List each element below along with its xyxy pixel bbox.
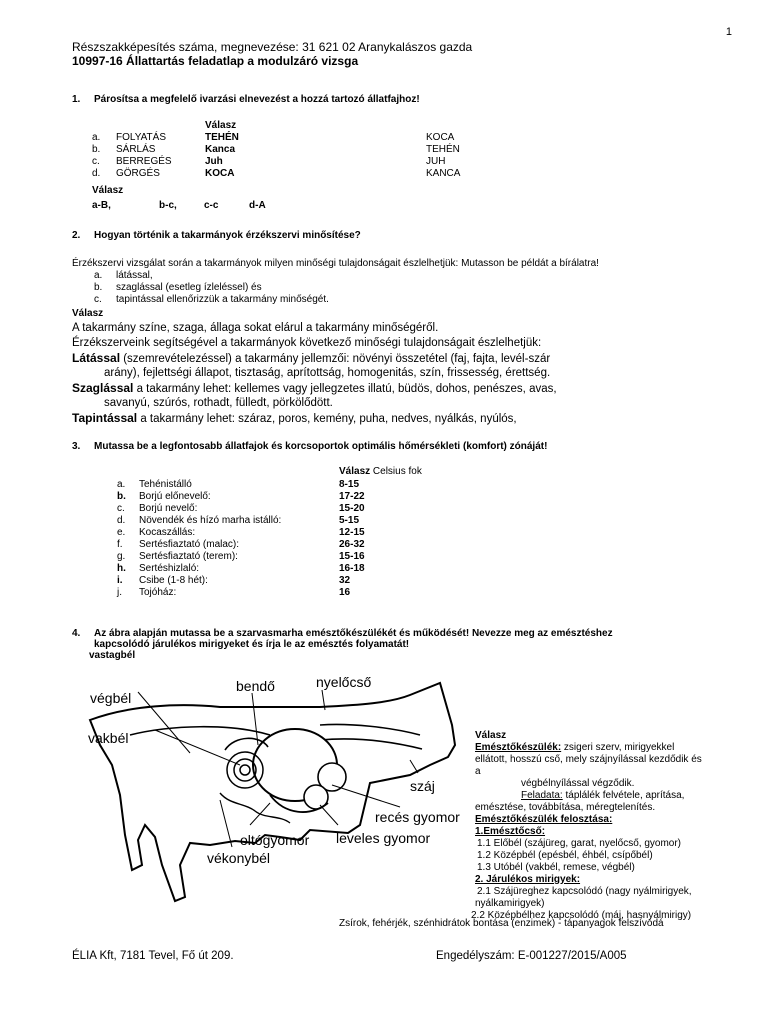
row-answer: KOCA [205,168,235,179]
answer-line: 2.2 Középbélhez kapcsolódó (máj, hasnyálmirigy) [471,910,692,921]
option-text: szaglással (esetleg ízleléssel) és [116,282,262,293]
option-letter: c. [94,294,102,305]
row-value: 32 [339,575,351,586]
answer-line [475,790,745,802]
q1-pairing-table [92,132,512,180]
row-letter: c. [92,156,100,167]
table-row [117,503,417,515]
question-3 [72,441,547,452]
q3-answer-heading [339,466,422,477]
row-letter: i. [117,575,123,586]
page-number: 1 [725,26,732,38]
question-4 [72,628,613,661]
row-letter: j. [117,587,122,598]
q4-answer-last-line: Zsírok, fehérjék, szénhidrátok bontása (enzimek) - tápanyagok felszívódá [339,918,664,929]
q2-intro: Érzékszervi vizsgálat során a takarmányok milyen minőségi tulajdonságait észlelhetjük: Mutasson be példát a bírálatra! [72,258,599,269]
keyword: Szaglással [72,381,134,395]
q2-answer-label: Válasz [72,308,104,319]
footer-address: ÉLIA Kft, 7181 Tevel, Fő út 209. [72,950,234,962]
answer-line: 1.2 Középbél (epésbél, éhbél, csípőbél) [477,850,653,861]
row-value: 16 [339,587,351,598]
answer-text: a takarmány lehet: kellemes vagy jellegzetes illatú, büdös, dohos, penészes, avas, [133,383,557,395]
row-letter: b. [117,491,126,502]
answer-line: Érzékszerveink segítségével a takarmányok következő minőségi tulajdonságait észlelhetjük: [72,337,542,349]
row-value: 17-22 [339,491,365,502]
question-number: 4. [72,628,81,639]
row-animal: KANCA [426,168,461,179]
row-name: Tojóház: [139,587,177,598]
row-animal: KOCA [426,132,455,143]
q1-pairs [92,200,266,211]
q4-answer [471,730,745,922]
answer-label: Válasz [475,730,507,741]
q2-options [94,270,329,306]
label-bendo: bendő [236,678,275,694]
answer-line: Emésztőkészülék felosztása: [475,814,613,825]
q1-answer-label: Válasz [92,185,124,196]
answer-text: a takarmány lehet: száraz, poros, kemény, puha, nedves, nyálkás, nyúlós, [137,413,517,425]
answer-text: táplálék felvétele, aprítása, [562,790,685,801]
label-szaj: száj [410,778,435,794]
answer-line: savanyú, szúrós, rothadt, fülledt, pörkölődött. [104,397,333,409]
row-term: BERREGÉS [116,156,172,167]
answer-line: ellátott, hosszú cső, mely szájnyílással kezdődik és [475,754,702,765]
answer-text: (szemrevételezéssel) a takarmány jellemzői: növényi összetétel (faj, fajta, levél-szár [120,353,551,365]
answer-heading: Válasz [339,466,371,477]
row-term: GÖRGÉS [116,168,160,179]
table-row [92,168,512,180]
answer-line: 2. Járulékos mirigyek: [475,874,581,885]
pair: c-c [204,200,219,211]
row-letter: b. [92,144,101,155]
table-row [117,479,417,491]
row-name: Tehénistálló [139,479,192,490]
label-nyelocso: nyelőcső [316,674,372,690]
row-letter: g. [117,551,126,562]
row-animal: TEHÉN [426,144,460,155]
table-row [117,515,417,527]
question-number: 1. [72,94,81,105]
answer-line: a [475,766,481,777]
row-name: Csibe (1-8 hét): [139,575,208,586]
table-row [117,551,417,563]
table-row [117,527,417,539]
label-leveles-gyomor: leveles gyomor [336,830,431,846]
footer-license: Engedélyszám: E-001227/2015/A005 [436,950,627,962]
row-value: 15-16 [339,551,365,562]
row-letter: e. [117,527,126,538]
question-text: Az ábra alapján mutassa be a szarvasmarha emésztőkészülékét és működését! Nevezze meg az emésztéshez [94,628,613,639]
answer-term: Emésztőkészülék: [475,742,562,753]
question-text: Mutassa be a legfontosabb állatfajok és korcsoportok optimális hőmérsékleti (komfort) zónáját! [94,441,548,452]
table-row [117,587,417,599]
question-text: Hogyan történik a takarmányok érzékszervi minősítése? [94,230,361,241]
q1-answer-heading: Válasz [205,120,237,131]
table-row [117,575,417,587]
row-letter: f. [117,539,123,550]
row-name: Növendék és hízó marha istálló: [139,515,282,526]
question-text: Párosítsa a megfelelő ivarzási elnevezést a hozzá tartozó állatfajhoz! [94,94,420,105]
answer-line: emésztése, továbbítása, méregtelenítés. [475,802,656,813]
option-letter: a. [94,270,103,281]
header-qualification: Részszakképesítés száma, megnevezése: 31 621 02 Aranykalászos gazda [72,40,473,54]
q3-temperature-table [117,479,417,599]
row-term: FOLYATÁS [116,132,167,143]
answer-line: 1.Emésztőcső: [475,826,546,837]
pair: a-B, [92,200,111,211]
row-value: 16-18 [339,563,365,574]
list-item [94,282,329,294]
answer-line: A takarmány színe, szaga, állaga sokat elárul a takarmány minőségéről. [72,322,439,334]
question-1 [72,94,420,105]
row-answer: Juh [205,156,223,167]
answer-line: 1.3 Utóbél (vakbél, remese, végbél) [477,862,635,873]
answer-line: 1.1 Előbél (szájüreg, garat, nyelőcső, gyomor) [477,838,681,849]
row-letter: a. [92,132,101,143]
answer-line: nyálkamirigyek) [475,898,545,909]
answer-text: zsigeri szerv, mirigyekkel [561,742,675,753]
table-row [117,563,417,575]
row-value: 15-20 [339,503,365,514]
row-value: 8-15 [339,479,360,490]
question-text: kapcsolódó járulékos mirigyeket és írja le az emésztés folyamatát! [94,639,410,650]
answer-line [72,351,557,366]
row-answer: TEHÉN [205,132,239,143]
question-number: 3. [72,441,81,452]
row-name: Borjú előnevelő: [139,491,211,502]
digestive-system-diagram [70,665,470,905]
label-vastagbel: vastagbél [89,650,136,661]
row-letter: a. [117,479,126,490]
row-answer: Kanca [205,144,236,155]
row-name: Borjú nevelő: [139,503,198,514]
row-name: Sertéshizlaló: [139,563,200,574]
pair: b-c, [159,200,177,211]
row-name: Kocaszállás: [139,527,196,538]
row-letter: d. [92,168,101,179]
row-value: 26-32 [339,539,365,550]
label-oltogyomor: oltógyomor [240,832,310,848]
table-row [92,156,512,168]
table-row [92,144,512,156]
question-2 [72,230,361,241]
header-title: 10997-16 Állattartás feladatlap a modulzáró vizsga [72,54,359,68]
table-row [92,132,512,144]
row-letter: h. [117,563,126,574]
row-animal: JUH [426,156,446,167]
label-vegbel: végbél [90,690,132,706]
unit-label: Celsius fok [372,466,422,477]
row-value: 5-15 [339,515,360,526]
q2-answer [72,321,557,426]
pair: d-A [249,200,266,211]
label-reces-gyomor: recés gyomor [375,809,460,825]
answer-line [72,381,557,396]
option-letter: b. [94,282,103,293]
answer-line: arány), fejlettségi állapot, tisztaság, aprítottság, homogenitás, szín, frissesség, érettség. [104,367,551,379]
answer-line [72,411,557,426]
table-row [117,539,417,551]
row-letter: c. [117,503,125,514]
row-value: 12-15 [339,527,365,538]
list-item [94,270,329,282]
row-name: Sertésfiaztató (terem): [139,551,238,562]
answer-term: Feladata: [521,790,563,801]
keyword: Tapintással [72,411,138,425]
row-name: Sertésfiaztató (malac): [139,539,240,550]
table-row [117,491,417,503]
row-term: SÁRLÁS [116,144,156,155]
label-vakbel: vakbél [88,730,129,746]
list-item [94,294,329,306]
row-letter: d. [117,515,126,526]
option-text: tapintással ellenőrizzük a takarmány minőségét. [116,294,329,305]
answer-line: 2.1 Szájüreghez kapcsolódó (nagy nyálmirigyek, [477,886,692,897]
label-vekonybel: vékonybél [207,850,271,866]
answer-line: végbélnyílással végződik. [521,778,635,789]
answer-line [475,742,745,754]
keyword: Látással [72,351,121,365]
option-text: látással, [116,270,153,281]
question-number: 2. [72,230,81,241]
